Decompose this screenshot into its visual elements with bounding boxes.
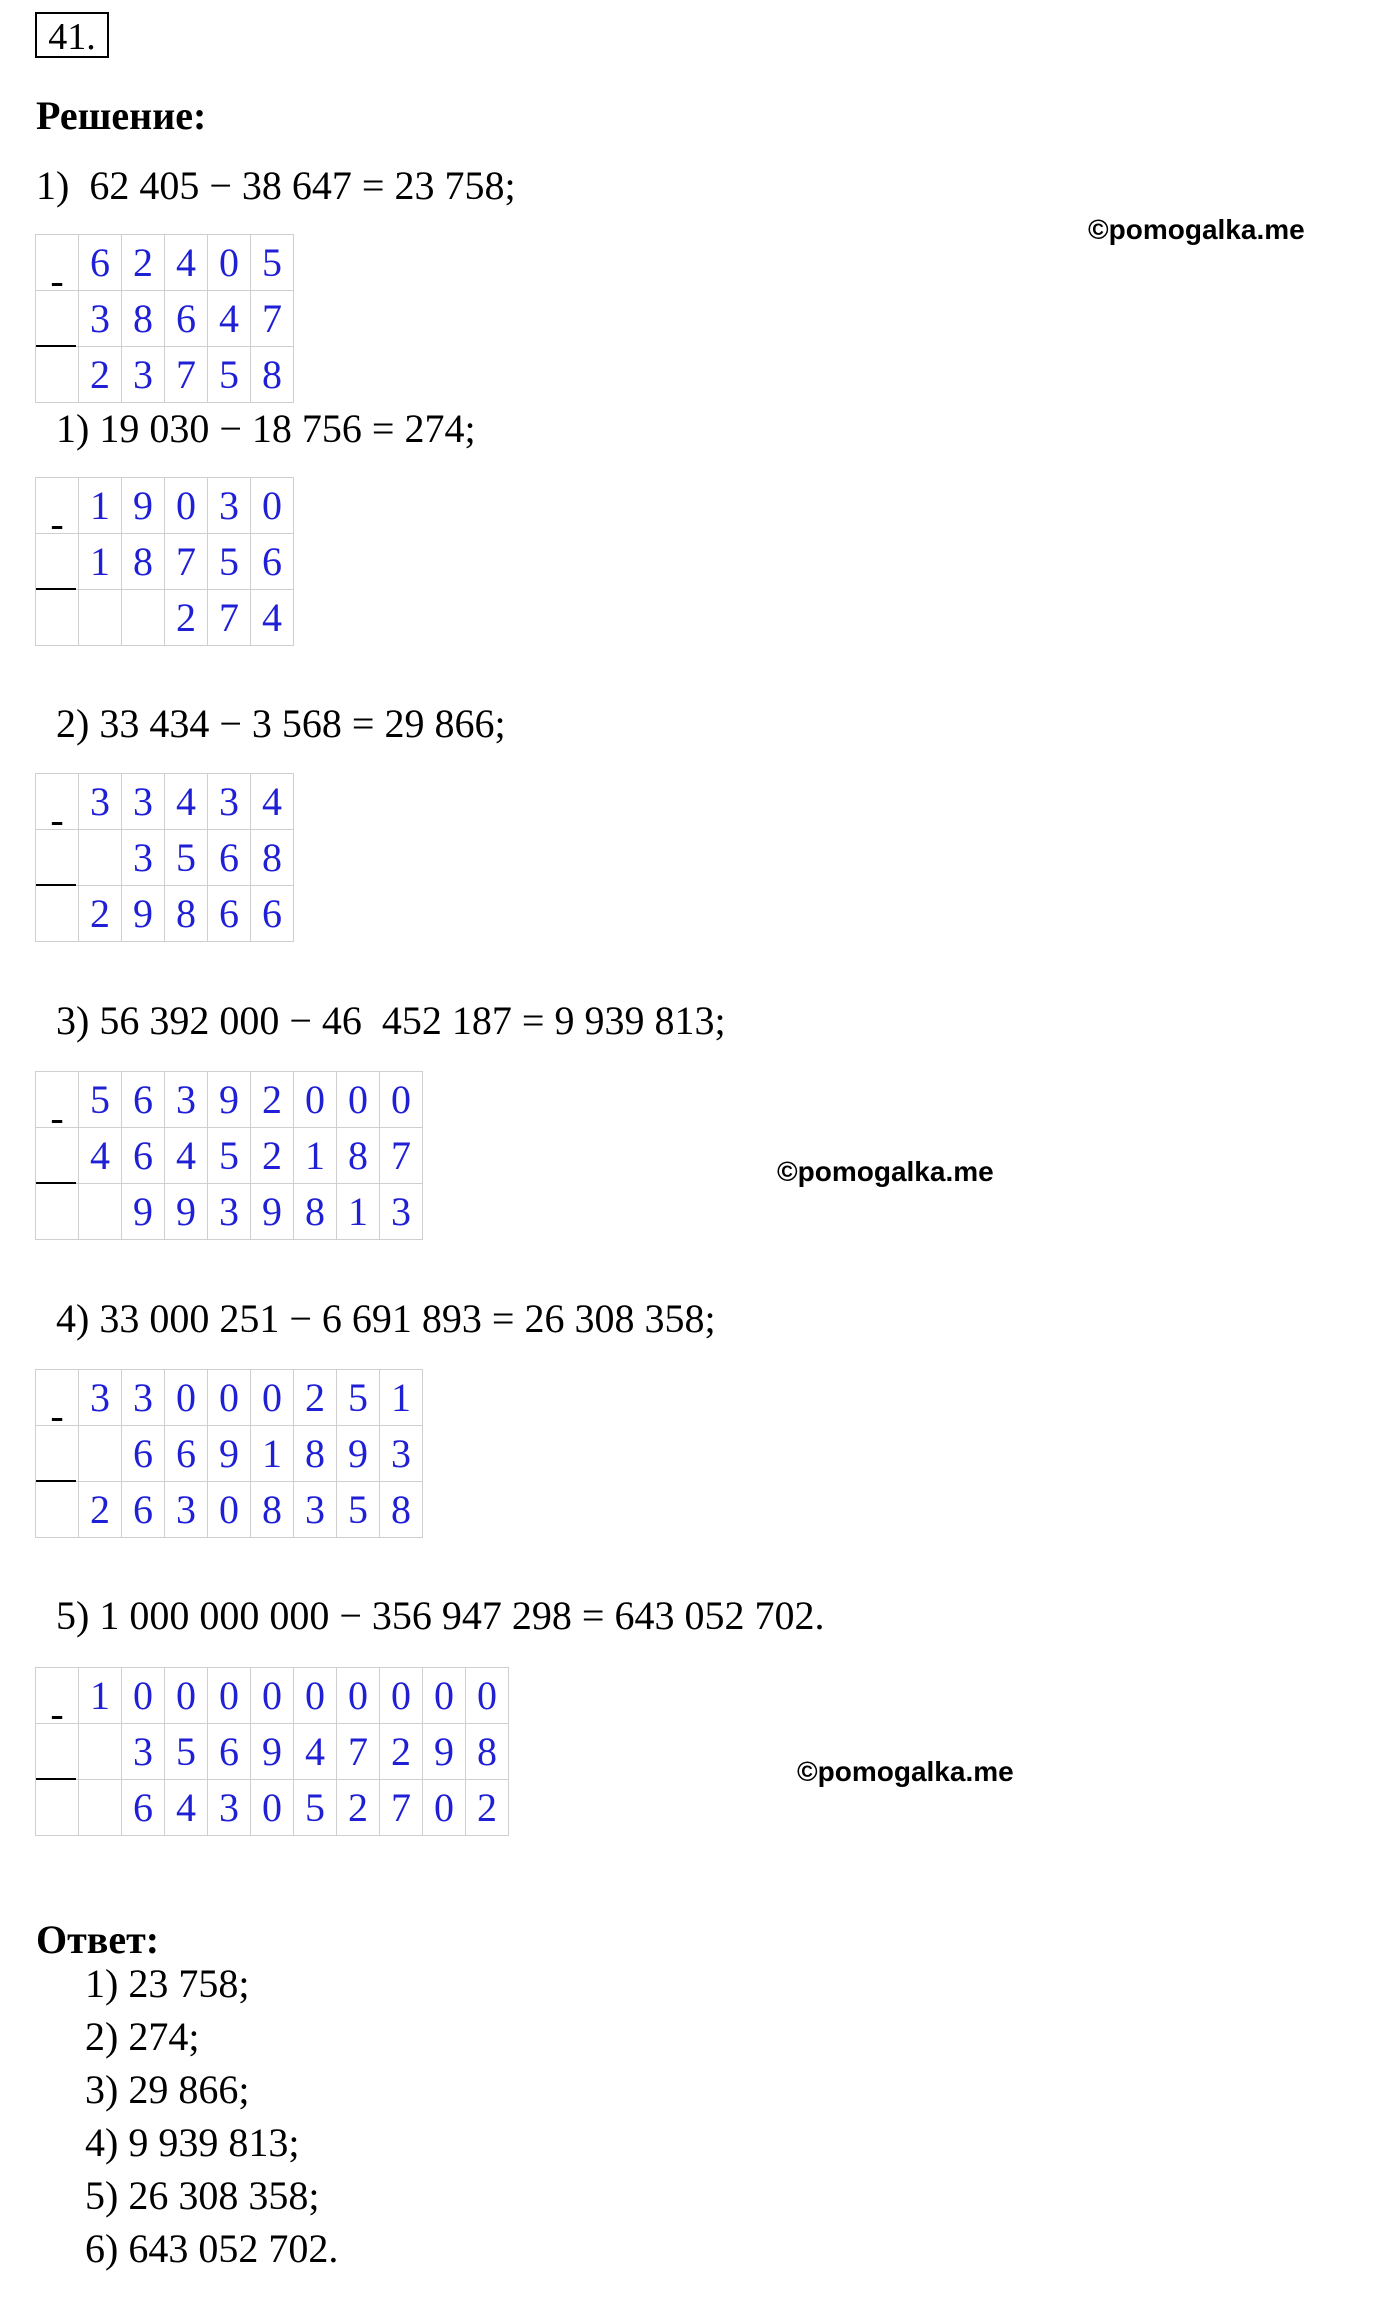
digit-cell: 1 <box>337 1184 380 1240</box>
digit-cell: 0 <box>165 1668 208 1724</box>
minus-sign: - <box>50 1691 64 1736</box>
digit-cell: 2 <box>79 1482 122 1538</box>
digit-cell: 6 <box>208 1724 251 1780</box>
digit-cell <box>79 830 122 886</box>
operator-cell <box>36 774 79 842</box>
operator-cell <box>36 1184 79 1240</box>
digit-cell: 4 <box>165 1128 208 1184</box>
digit-cell: 6 <box>122 1128 165 1184</box>
operator-cell <box>36 1724 79 1780</box>
digit-cell: 5 <box>337 1482 380 1538</box>
grid-row <box>36 478 294 534</box>
digit-cell: 3 <box>165 1482 208 1538</box>
solution-heading: Решение: <box>36 93 207 138</box>
digit-cell: 3 <box>208 1184 251 1240</box>
digit-cell: 5 <box>165 830 208 886</box>
digit-cell: 7 <box>380 1128 423 1184</box>
digit-cell: 8 <box>466 1724 509 1780</box>
digit-cell: 4 <box>294 1724 337 1780</box>
digit-cell: 8 <box>122 534 165 590</box>
digit-cell: 0 <box>380 1072 423 1128</box>
operator-cell <box>36 830 79 886</box>
grid-row <box>36 774 294 830</box>
digit-cell: 3 <box>208 1780 251 1836</box>
grid-row <box>36 590 294 646</box>
digit-cell: 0 <box>165 478 208 534</box>
equation-1: 1) 62 405 − 38 647 = 23 758; <box>36 163 516 208</box>
digit-cell: 0 <box>423 1780 466 1836</box>
digit-cell: 7 <box>165 534 208 590</box>
digit-cell: 7 <box>165 347 208 403</box>
digit-cell: 0 <box>251 478 294 534</box>
operator-cell <box>36 478 79 546</box>
digit-cell: 2 <box>122 235 165 291</box>
digit-cell: 6 <box>251 534 294 590</box>
minus-sign: - <box>50 797 64 842</box>
digit-cell <box>79 1184 122 1240</box>
digit-cell: 3 <box>122 1370 165 1426</box>
digit-cell: 7 <box>380 1780 423 1836</box>
grid-row <box>36 235 294 291</box>
minus-sign: - <box>50 1095 64 1140</box>
digit-cell: 3 <box>79 291 122 347</box>
digit-cell: 8 <box>165 886 208 942</box>
operator-cell <box>36 1072 79 1140</box>
digit-cell: 2 <box>251 1072 294 1128</box>
operator-cell <box>36 534 79 590</box>
digit-cell: 4 <box>165 1780 208 1836</box>
operator-cell <box>36 235 79 303</box>
digit-cell: 0 <box>380 1668 423 1724</box>
digit-cell: 3 <box>122 774 165 830</box>
digit-cell: 0 <box>208 1482 251 1538</box>
digit-cell: 8 <box>380 1482 423 1538</box>
operator-cell <box>36 291 79 347</box>
digit-cell: 5 <box>294 1780 337 1836</box>
digit-cell: 5 <box>251 235 294 291</box>
digit-cell: 0 <box>466 1668 509 1724</box>
digit-cell: 1 <box>294 1128 337 1184</box>
digit-cell: 2 <box>380 1724 423 1780</box>
digit-cell: 2 <box>79 886 122 942</box>
digit-cell: 8 <box>122 291 165 347</box>
digit-cell: 9 <box>208 1426 251 1482</box>
digit-cell: 3 <box>380 1426 423 1482</box>
answer-item: 1) 23 758; <box>85 1961 250 2006</box>
digit-cell <box>79 1780 122 1836</box>
subtraction-grid-6 <box>35 1667 509 1836</box>
digit-cell: 2 <box>337 1780 380 1836</box>
digit-cell: 8 <box>251 830 294 886</box>
grid-row <box>36 1184 423 1240</box>
digit-cell: 0 <box>294 1668 337 1724</box>
digit-cell <box>79 590 122 646</box>
digit-cell: 4 <box>165 774 208 830</box>
digit-cell: 2 <box>165 590 208 646</box>
grid-row <box>36 534 294 590</box>
operator-cell <box>36 1780 79 1836</box>
digit-cell: 4 <box>208 291 251 347</box>
minus-sign: - <box>50 258 64 303</box>
digit-cell <box>79 1724 122 1780</box>
digit-cell: 5 <box>79 1072 122 1128</box>
digit-cell: 2 <box>79 347 122 403</box>
digit-cell: 9 <box>337 1426 380 1482</box>
grid-row <box>36 1072 423 1128</box>
digit-cell: 8 <box>294 1426 337 1482</box>
digit-cell: 8 <box>251 347 294 403</box>
grid-row <box>36 1724 509 1780</box>
digit-cell: 0 <box>122 1668 165 1724</box>
digit-cell: 2 <box>466 1780 509 1836</box>
equation-5: 4) 33 000 251 − 6 691 893 = 26 308 358; <box>56 1296 716 1341</box>
digit-cell: 1 <box>251 1426 294 1482</box>
digit-cell: 3 <box>122 830 165 886</box>
subtraction-grid-2 <box>35 477 294 646</box>
digit-cell: 9 <box>251 1724 294 1780</box>
digit-cell: 0 <box>251 1668 294 1724</box>
answer-item: 2) 274; <box>85 2014 200 2059</box>
watermark: ©pomogalka.me <box>777 1156 994 1187</box>
digit-cell <box>122 590 165 646</box>
digit-cell: 9 <box>165 1184 208 1240</box>
digit-cell: 3 <box>294 1482 337 1538</box>
digit-cell: 6 <box>122 1780 165 1836</box>
digit-cell: 6 <box>208 886 251 942</box>
digit-cell: 5 <box>208 1128 251 1184</box>
digit-cell: 3 <box>122 347 165 403</box>
minus-sign: - <box>50 1393 64 1438</box>
equation-3: 2) 33 434 − 3 568 = 29 866; <box>56 701 506 746</box>
equation-2: 1) 19 030 − 18 756 = 274; <box>56 406 476 451</box>
digit-cell: 3 <box>122 1724 165 1780</box>
digit-cell: 7 <box>251 291 294 347</box>
grid-row <box>36 1668 509 1724</box>
answer-item: 4) 9 939 813; <box>85 2120 300 2165</box>
digit-cell: 9 <box>423 1724 466 1780</box>
digit-cell: 9 <box>122 886 165 942</box>
answer-item: 5) 26 308 358; <box>85 2173 320 2218</box>
digit-cell: 0 <box>165 1370 208 1426</box>
minus-sign: - <box>50 501 64 546</box>
digit-cell: 8 <box>337 1128 380 1184</box>
digit-cell: 6 <box>79 235 122 291</box>
digit-cell: 5 <box>208 347 251 403</box>
digit-cell: 1 <box>79 478 122 534</box>
digit-cell: 9 <box>122 478 165 534</box>
digit-cell: 5 <box>165 1724 208 1780</box>
grid-row <box>36 347 294 403</box>
answer-item: 3) 29 866; <box>85 2067 250 2112</box>
digit-cell: 8 <box>251 1482 294 1538</box>
digit-cell <box>79 1426 122 1482</box>
operator-cell <box>36 1668 79 1736</box>
operator-cell <box>36 886 79 942</box>
digit-cell: 3 <box>380 1184 423 1240</box>
digit-cell: 7 <box>337 1724 380 1780</box>
digit-cell: 1 <box>79 534 122 590</box>
digit-cell: 0 <box>208 1668 251 1724</box>
digit-cell: 0 <box>251 1370 294 1426</box>
digit-cell: 3 <box>165 1072 208 1128</box>
grid-row <box>36 1128 423 1184</box>
digit-cell: 2 <box>251 1128 294 1184</box>
digit-cell: 6 <box>122 1072 165 1128</box>
digit-cell: 6 <box>122 1482 165 1538</box>
grid-row <box>36 1370 423 1426</box>
task-number: 41. <box>35 12 109 58</box>
operator-cell <box>36 1426 79 1482</box>
equation-6: 5) 1 000 000 000 − 356 947 298 = 643 052 702. <box>56 1593 825 1638</box>
digit-cell: 1 <box>380 1370 423 1426</box>
digit-cell: 0 <box>251 1780 294 1836</box>
digit-cell: 3 <box>208 774 251 830</box>
grid-row <box>36 1482 423 1538</box>
digit-cell: 3 <box>79 1370 122 1426</box>
digit-cell: 2 <box>294 1370 337 1426</box>
digit-cell: 9 <box>251 1184 294 1240</box>
digit-cell: 9 <box>122 1184 165 1240</box>
subtraction-grid-3 <box>35 773 294 942</box>
operator-cell <box>36 1482 79 1538</box>
digit-cell: 0 <box>423 1668 466 1724</box>
digit-cell: 1 <box>79 1668 122 1724</box>
watermark: ©pomogalka.me <box>1088 214 1305 245</box>
operator-cell <box>36 1370 79 1438</box>
digit-cell: 9 <box>208 1072 251 1128</box>
digit-cell: 4 <box>165 235 208 291</box>
equation-4: 3) 56 392 000 − 46 452 187 = 9 939 813; <box>56 998 726 1043</box>
subtraction-grid-5 <box>35 1369 423 1538</box>
digit-cell: 8 <box>294 1184 337 1240</box>
digit-cell: 0 <box>208 235 251 291</box>
digit-cell: 4 <box>79 1128 122 1184</box>
digit-cell: 5 <box>208 534 251 590</box>
digit-cell: 0 <box>337 1668 380 1724</box>
digit-cell: 6 <box>251 886 294 942</box>
grid-row <box>36 291 294 347</box>
operator-cell <box>36 590 79 646</box>
digit-cell: 5 <box>337 1370 380 1426</box>
digit-cell: 3 <box>208 478 251 534</box>
subtraction-grid-4 <box>35 1071 423 1240</box>
operator-cell <box>36 1128 79 1184</box>
digit-cell: 0 <box>337 1072 380 1128</box>
digit-cell: 7 <box>208 590 251 646</box>
digit-cell: 0 <box>208 1370 251 1426</box>
grid-row <box>36 886 294 942</box>
digit-cell: 3 <box>79 774 122 830</box>
digit-cell: 0 <box>294 1072 337 1128</box>
operator-cell <box>36 347 79 403</box>
digit-cell: 4 <box>251 774 294 830</box>
grid-row <box>36 1780 509 1836</box>
digit-cell: 6 <box>208 830 251 886</box>
grid-row <box>36 830 294 886</box>
subtraction-grid-1 <box>35 234 294 403</box>
grid-row <box>36 1426 423 1482</box>
answer-item: 6) 643 052 702. <box>85 2226 339 2271</box>
answer-heading: Ответ: <box>36 1917 160 1962</box>
watermark: ©pomogalka.me <box>797 1756 1014 1787</box>
digit-cell: 6 <box>165 291 208 347</box>
digit-cell: 6 <box>165 1426 208 1482</box>
digit-cell: 4 <box>251 590 294 646</box>
digit-cell: 6 <box>122 1426 165 1482</box>
